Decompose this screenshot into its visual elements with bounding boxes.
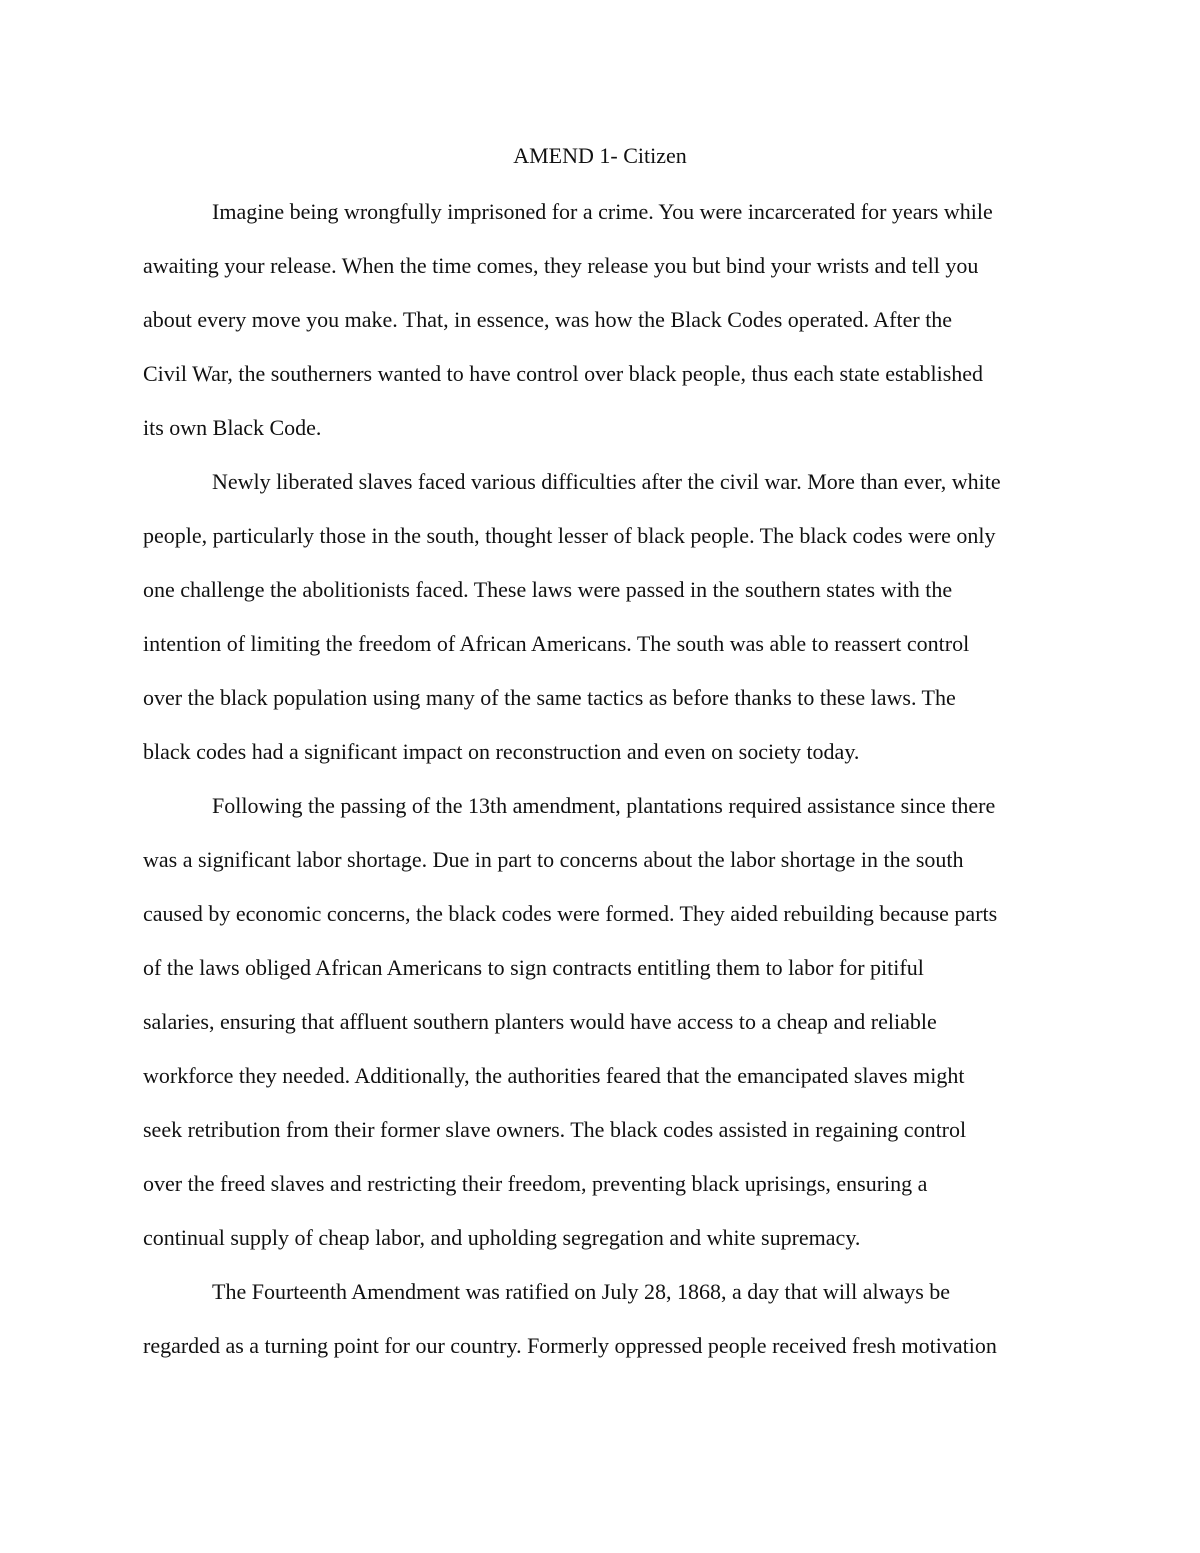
paragraph-3-line-6: workforce they needed. Additionally, the authorities feared that the emancipated slaves might: [143, 1063, 965, 1088]
paragraph-2-line-3: one challenge the abolitionists faced. These laws were passed in the southern states with the: [143, 577, 953, 602]
paragraph-1-line-3: about every move you make. That, in essence, was how the Black Codes operated. After the: [143, 307, 953, 332]
paragraph-3-line-5: salaries, ensuring that affluent southern planters would have access to a cheap and reliable: [143, 1009, 937, 1034]
paragraph-2-line-2: people, particularly those in the south, thought lesser of black people. The black codes were only: [143, 523, 996, 548]
document-title: AMEND 1- Citizen: [513, 143, 687, 168]
paragraph-1-line-5: its own Black Code.: [143, 415, 322, 440]
paragraph-3-line-2: was a significant labor shortage. Due in part to concerns about the labor shortage in the south: [143, 847, 964, 872]
paragraph-2-line-6: black codes had a significant impact on reconstruction and even on society today.: [143, 739, 860, 764]
paragraph-3-line-9: continual supply of cheap labor, and upholding segregation and white supremacy.: [143, 1225, 861, 1250]
paragraph-3-line-7: seek retribution from their former slave owners. The black codes assisted in regaining control: [143, 1117, 967, 1142]
paragraph-3-line-4: of the laws obliged African Americans to sign contracts entitling them to labor for pitiful: [143, 955, 924, 980]
paragraph-3-line-1: Following the passing of the 13th amendment, plantations required assistance since there: [212, 793, 996, 818]
paragraph-2-line-1: Newly liberated slaves faced various difficulties after the civil war. More than ever, white: [212, 469, 1001, 494]
paragraph-4-line-1: The Fourteenth Amendment was ratified on July 28, 1868, a day that will always be: [212, 1279, 951, 1304]
paragraph-2-line-5: over the black population using many of the same tactics as before thanks to these laws. The: [143, 685, 956, 710]
paragraph-3-line-8: over the freed slaves and restricting their freedom, preventing black uprisings, ensuring a: [143, 1171, 928, 1196]
paragraph-4-line-2: regarded as a turning point for our country. Formerly oppressed people received fresh motivation: [143, 1333, 997, 1358]
paragraph-1-line-2: awaiting your release. When the time comes, they release you but bind your wrists and tell you: [143, 253, 979, 278]
paragraph-1-line-4: Civil War, the southerners wanted to have control over black people, thus each state established: [143, 361, 984, 386]
paragraph-1-line-1: Imagine being wrongfully imprisoned for a crime. You were incarcerated for years while: [212, 199, 993, 224]
paragraph-3-line-3: caused by economic concerns, the black codes were formed. They aided rebuilding because parts: [143, 901, 998, 926]
paragraph-2-line-4: intention of limiting the freedom of African Americans. The south was able to reassert control: [143, 631, 970, 656]
